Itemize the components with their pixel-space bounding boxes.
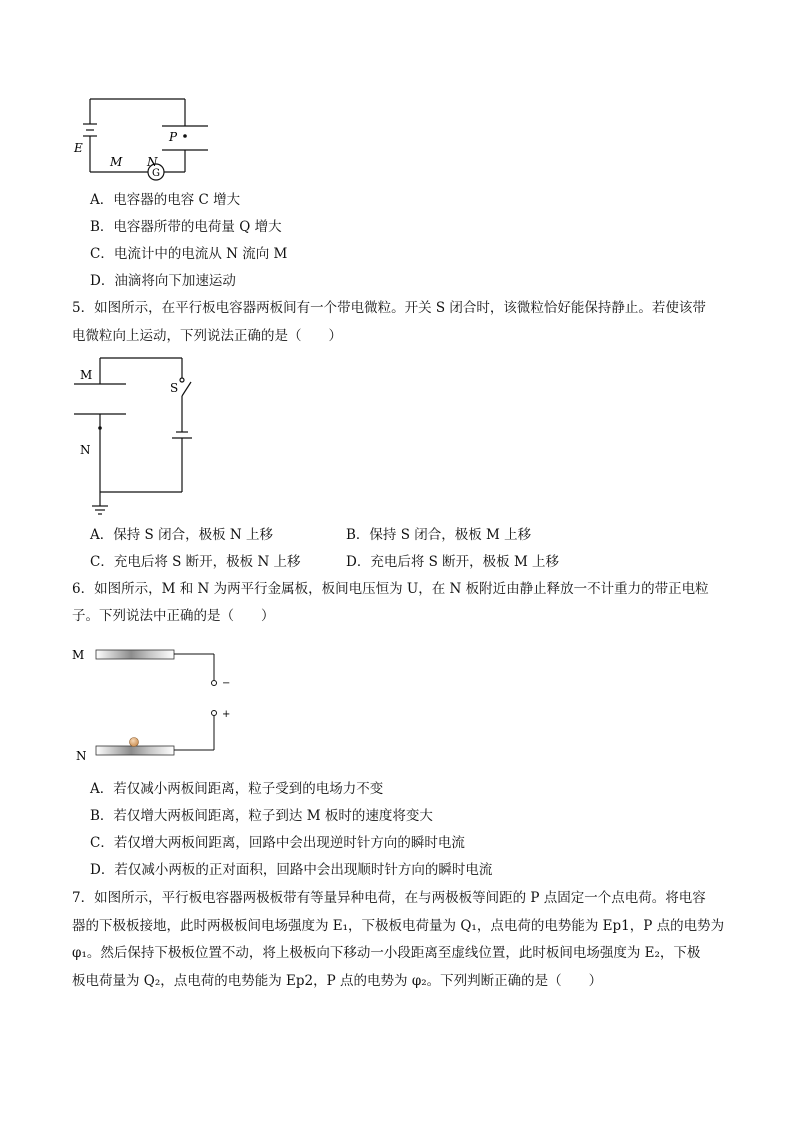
- positive-particle: [130, 738, 139, 747]
- q4-option-c: C．电流计中的电流从 N 流向 M: [90, 246, 288, 262]
- label-s: S: [170, 381, 179, 395]
- q5-option-c: C．充电后将 S 断开，极板 N 上移: [90, 554, 301, 570]
- label-n: N: [80, 443, 91, 457]
- q7-stem-line-3: φ₁。然后保持下极板位置不动，将上极板向下移动一小段距离至虚线位置，此时板间电场强度为 E₂，下极: [72, 945, 701, 961]
- q6-option-c: C．若仅增大两板间距离，回路中会出现逆时针方向的瞬时电流: [90, 835, 465, 851]
- plate-n: [96, 746, 174, 755]
- galvanometer-label: G: [152, 168, 160, 179]
- q6-metal-plates-diagram: [70, 640, 250, 770]
- q6-option-d: D．若仅减小两板的正对面积，回路中会出现顺时针方向的瞬时电流: [90, 862, 493, 878]
- q6-stem-line-1: 6．如图所示，M 和 N 为两平行金属板，板间电压恒为 U，在 N 板附近由静止释放一不计重力的带正电粒: [72, 581, 709, 597]
- q5-circuit-diagram: [70, 352, 200, 520]
- q7-stem-line-2: 器的下极板接地，此时两极板间电场强度为 E₁，下极板电荷量为 Q₁，点电荷的电势能为 Ep1，P 点的电势为: [72, 918, 725, 934]
- label-n: N: [76, 749, 87, 763]
- q5-option-d: D．充电后将 S 断开，极板 M 上移: [346, 554, 560, 570]
- q5-option-a: A．保持 S 闭合，极板 N 上移: [90, 527, 273, 543]
- q5-option-b: B．保持 S 闭合，极板 M 上移: [346, 527, 532, 543]
- q6-option-b: B．若仅增大两板间距离，粒子到达 M 板时的速度将变大: [90, 808, 433, 824]
- label-m: M: [110, 155, 123, 169]
- label-e: E: [74, 141, 83, 155]
- q4-circuit-diagram: [70, 92, 220, 184]
- label-m: M: [80, 368, 93, 382]
- label-m: M: [72, 648, 85, 662]
- q4-option-d: D．油滴将向下加速运动: [90, 273, 236, 289]
- q5-stem-line-2: 电微粒向上运动，下列说法正确的是（ ）: [72, 328, 342, 344]
- q6-option-a: A．若仅减小两板间距离，粒子受到的电场力不变: [90, 781, 384, 797]
- q4-option-a: A．电容器的电容 C 增大: [90, 192, 241, 208]
- q5-stem-line-1: 5．如图所示，在平行板电容器两板间有一个带电微粒。开关 S 闭合时，该微粒恰好能保持静止。若使该带: [72, 300, 706, 316]
- plus-terminal-label: +: [222, 709, 231, 720]
- q6-stem-line-2: 子。下列说法中正确的是（ ）: [72, 608, 275, 624]
- charged-particle-dot: [98, 426, 102, 430]
- q7-stem-line-1: 7．如图所示，平行板电容器两极板带有等量异种电荷，在与两极板等间距的 P 点固定一个点电荷。将电容: [72, 890, 706, 906]
- q7-stem-line-4: 板电荷量为 Q₂，点电荷的电势能为 Ep2，P 点的电势为 φ₂。下列判断正确的是（ ）: [72, 973, 603, 989]
- plate-m: [96, 650, 174, 659]
- oil-drop-dot: [183, 134, 187, 138]
- minus-terminal-label: −: [222, 678, 231, 689]
- label-n: N: [147, 155, 158, 169]
- label-p: P: [169, 130, 178, 144]
- q4-option-b: B．电容器所带的电荷量 Q 增大: [90, 219, 282, 235]
